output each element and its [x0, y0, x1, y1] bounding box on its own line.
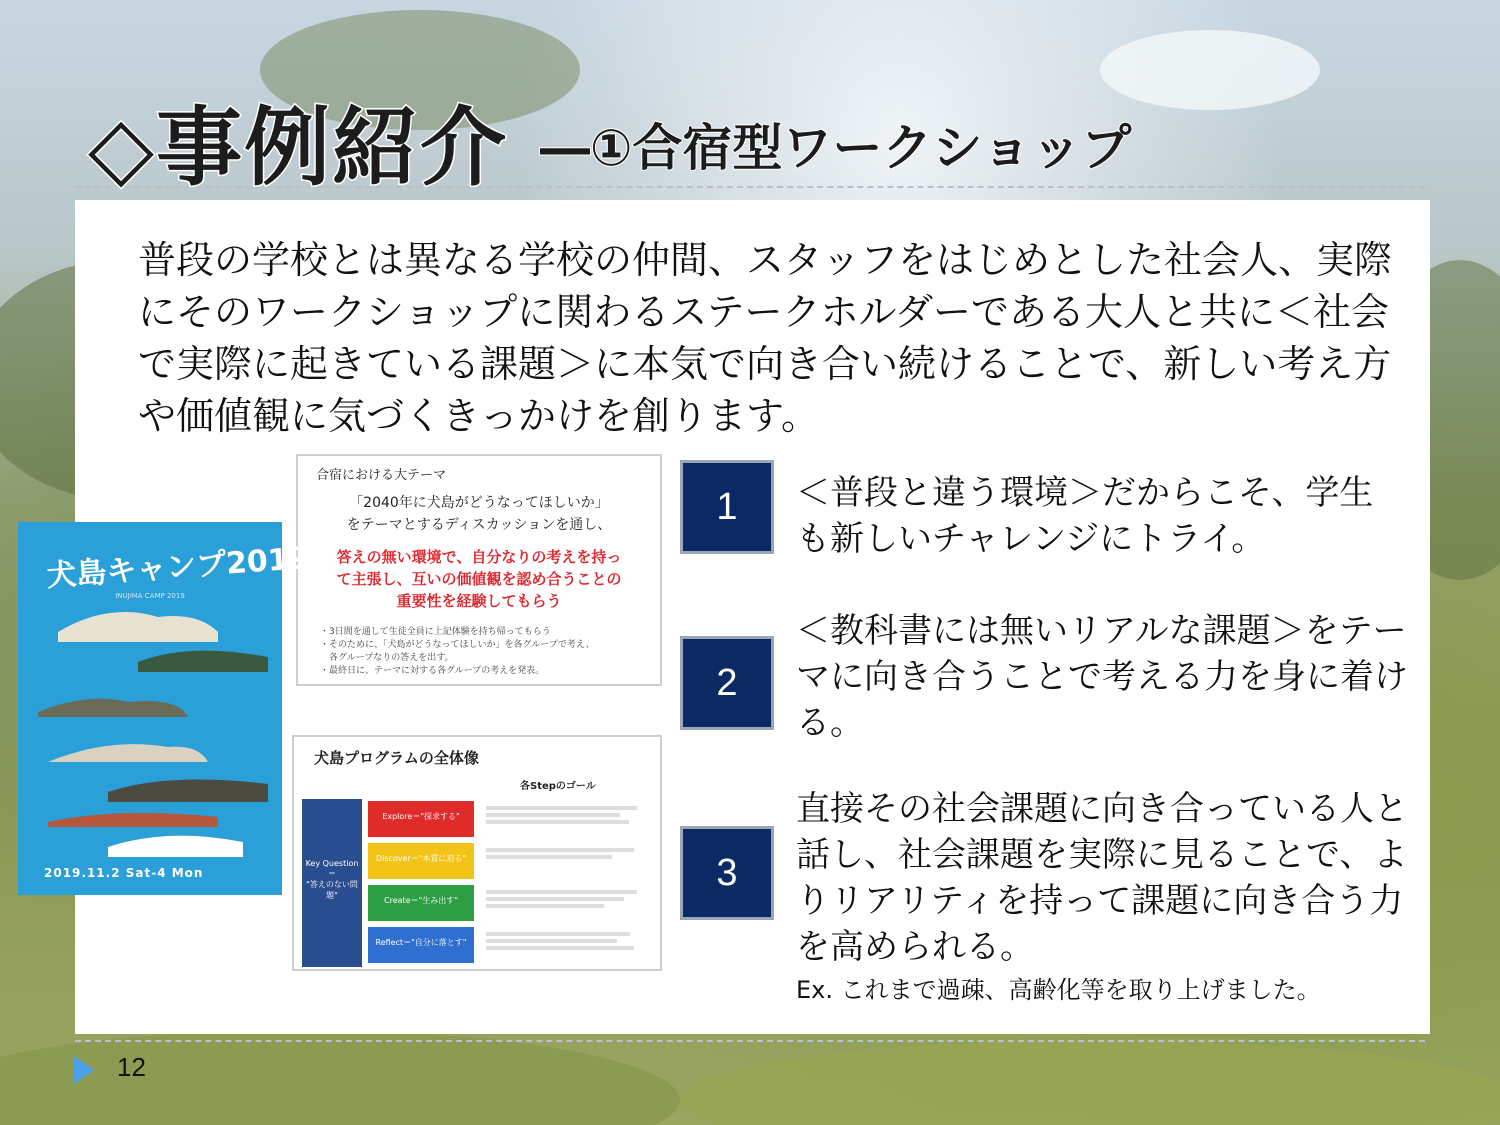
program-slide-thumbnail	[292, 735, 662, 971]
camp-poster-image	[18, 522, 311, 895]
theme-bullet-list	[320, 626, 595, 678]
program-step: Reflect＝"自分に落とす"	[368, 927, 474, 963]
page-marker-icon	[74, 1056, 94, 1084]
poster-island-illustrations	[18, 522, 282, 895]
point-number-badge: 3	[680, 826, 774, 920]
theme-slide-thumbnail	[296, 454, 662, 686]
page-number: 12	[117, 1052, 146, 1082]
point-text: 直接その社会課題に向き合っている人と話し、社会課題を実際に見ることで、よりリアリティを持って課題に向き合う力を高められる。	[796, 789, 1408, 967]
theme-bullet: 各グループなりの答えを出す。	[320, 653, 454, 663]
point-text: ＜教科書には無いリアルな課題＞をテーマに向き合うことで考える力を身に着ける。	[796, 611, 1408, 743]
poster-subtitle: INUJIMA CAMP 2019	[115, 592, 185, 600]
theme-bullet: ・最終日に、テーマに対する各グループの考えを発表。	[320, 666, 545, 676]
footer-divider	[75, 1040, 1425, 1042]
program-heading: 犬島プログラムの全体像	[314, 749, 479, 767]
point-number-badge: 2	[680, 636, 774, 730]
theme-bullet: ・そのために、「犬島がどうなってほしいか」を各グループで考え、	[320, 640, 595, 650]
key-question-line: Key Question＝	[305, 859, 359, 878]
theme-highlight-line: 答えの無い環境で、自分なりの考えを持っ	[336, 548, 622, 566]
theme-quote-line: をテーマとするディスカッションを通し、	[346, 517, 612, 533]
poster-date: 2019.11.2 Sat-4 Mon	[44, 866, 204, 880]
program-step-detail	[486, 845, 654, 862]
key-question-box	[302, 799, 362, 967]
program-step-detail	[486, 929, 654, 953]
program-goal-label: 各Stepのゴール	[520, 781, 596, 792]
theme-quote-line: 「2040年に犬島がどうなってほしいか」	[349, 495, 609, 511]
theme-bullet: ・3日間を通して生徒全員に上記体験を持ち帰ってもらう	[320, 627, 551, 637]
theme-heading: 合宿における大テーマ	[316, 468, 447, 483]
program-step: Create＝"生み出す"	[368, 885, 474, 921]
program-step-detail	[486, 803, 654, 827]
program-step: Discover＝"本質に迫る"	[368, 843, 474, 879]
theme-highlight-line: て主張し、互いの価値観を認め合うことの	[336, 570, 622, 588]
program-step: Explore＝"探求する"	[368, 801, 474, 837]
example-note: Ex. これまで過疎、高齢化等を取り上げました。	[796, 976, 1321, 1004]
program-step-detail	[486, 887, 654, 911]
poster-title: 犬島キャンプ2019	[45, 540, 311, 595]
point-text: ＜普段と違う環境＞だからこそ、学生も新しいチャレンジにトライ。	[796, 473, 1374, 559]
theme-highlight-line: 重要性を経験してもらう	[396, 592, 562, 610]
key-question-line: "答えのない問題"	[306, 880, 358, 900]
slide-subtitle: ―①合宿型ワークショップ	[540, 119, 1132, 177]
intro-paragraph: 普段の学校とは異なる学校の仲間、スタッフをはじめとした社会人、実際にそのワークショップに関わるステークホルダーである大人と共に＜社会で実際に起きている課題＞に本気で向き合い続けることで、新しい考え方や価値観に気づくきっかけを創ります。	[138, 238, 1393, 438]
slide-title: ◇事例紹介	[88, 98, 509, 198]
point-number-badge: 1	[680, 460, 774, 554]
